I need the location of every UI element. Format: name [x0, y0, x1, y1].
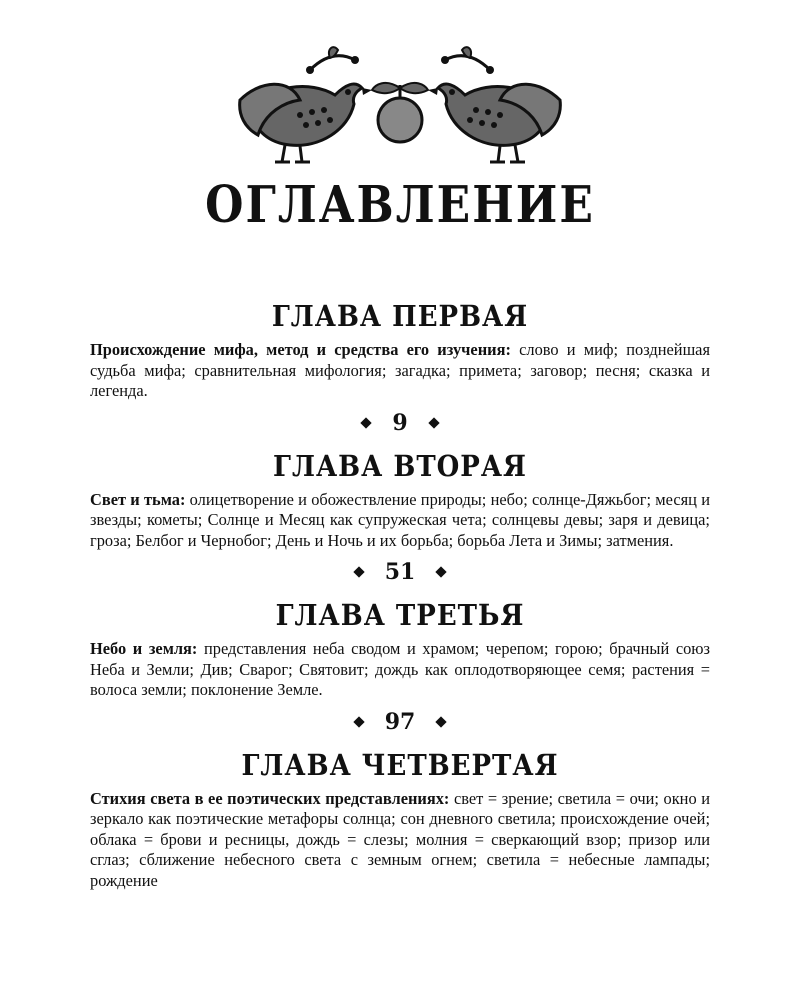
chapter-description	[90, 789, 710, 892]
page-number[interactable]: 51	[384, 559, 416, 585]
page-number-row	[90, 555, 710, 589]
chapter-text: свет = зрение; светила = очи; окно и зеркало как поэтические метафоры солнца; сон дневного светила; происхождение очей; облака = брови и ресницы, дождь = слезы; молния = сверкающий взор; призор или сглаз; сближение небесного света с земным огнем; светила = небесные лампады; рождение	[90, 788, 710, 890]
chapter-description	[90, 490, 710, 552]
diamond-icon	[353, 716, 364, 727]
chapter-lead: Стихия света в ее поэтических представлениях:	[90, 788, 450, 808]
chapter-description	[90, 340, 710, 402]
page-number[interactable]: 9	[392, 409, 408, 436]
chapter-lead: Небо и земля:	[90, 639, 198, 658]
page-title: ОГЛАВЛЕНИЕ	[205, 176, 595, 235]
page-number-row	[90, 705, 710, 739]
diamond-icon	[436, 566, 447, 577]
table-of-contents	[90, 300, 710, 891]
page-number[interactable]: 97	[384, 708, 416, 735]
chapter-lead: Свет и тьма:	[90, 489, 186, 509]
chapter-title: ГЛАВА ЧЕТВЕРТАЯ	[241, 749, 559, 782]
right-bird-icon	[428, 47, 560, 162]
folk-ornament-birds-apple	[230, 40, 570, 170]
chapter-title: ГЛАВА ВТОРАЯ	[273, 450, 527, 483]
chapter-4	[90, 749, 710, 892]
chapter-3	[90, 599, 710, 739]
diamond-icon	[428, 417, 439, 428]
chapter-title: ГЛАВА ПЕРВАЯ	[271, 300, 529, 334]
diamond-icon	[361, 417, 372, 428]
left-bird-icon	[240, 47, 372, 162]
chapter-text: олицетворение и обожествление природы; небо; солнце-Дяжьбог; месяц и звезды; кометы; Солнце и Месяц как супружеская чета; солнцевы девы; заря и девица; гроза; Белбог и Чернобог; День и Ночь и их борьба; борьба Лета и Зимы; затмения.	[90, 489, 710, 550]
chapter-2	[90, 450, 710, 590]
chapter-text: слово и миф; позднейшая судьба мифа; сравнительная мифология; загадка; примета; заговор; песня; сказка и легенда.	[90, 340, 710, 400]
chapter-title: ГЛАВА ТРЕТЬЯ	[275, 599, 525, 633]
page-number-row	[90, 406, 710, 440]
diamond-icon	[436, 716, 447, 727]
diamond-icon	[353, 566, 364, 577]
apple-icon	[372, 83, 428, 142]
chapter-1	[90, 300, 710, 440]
chapter-text: представления неба сводом и храмом; черепом; горою; брачный союз Неба и Земли; Див; Сварог; Святовит; дождь как оплодотворяющее семя; растения = волоса земли; поклонение Земле.	[90, 639, 711, 699]
chapter-description	[90, 639, 710, 701]
chapter-lead: Происхождение мифа, метод и средства его изучения:	[90, 340, 511, 359]
